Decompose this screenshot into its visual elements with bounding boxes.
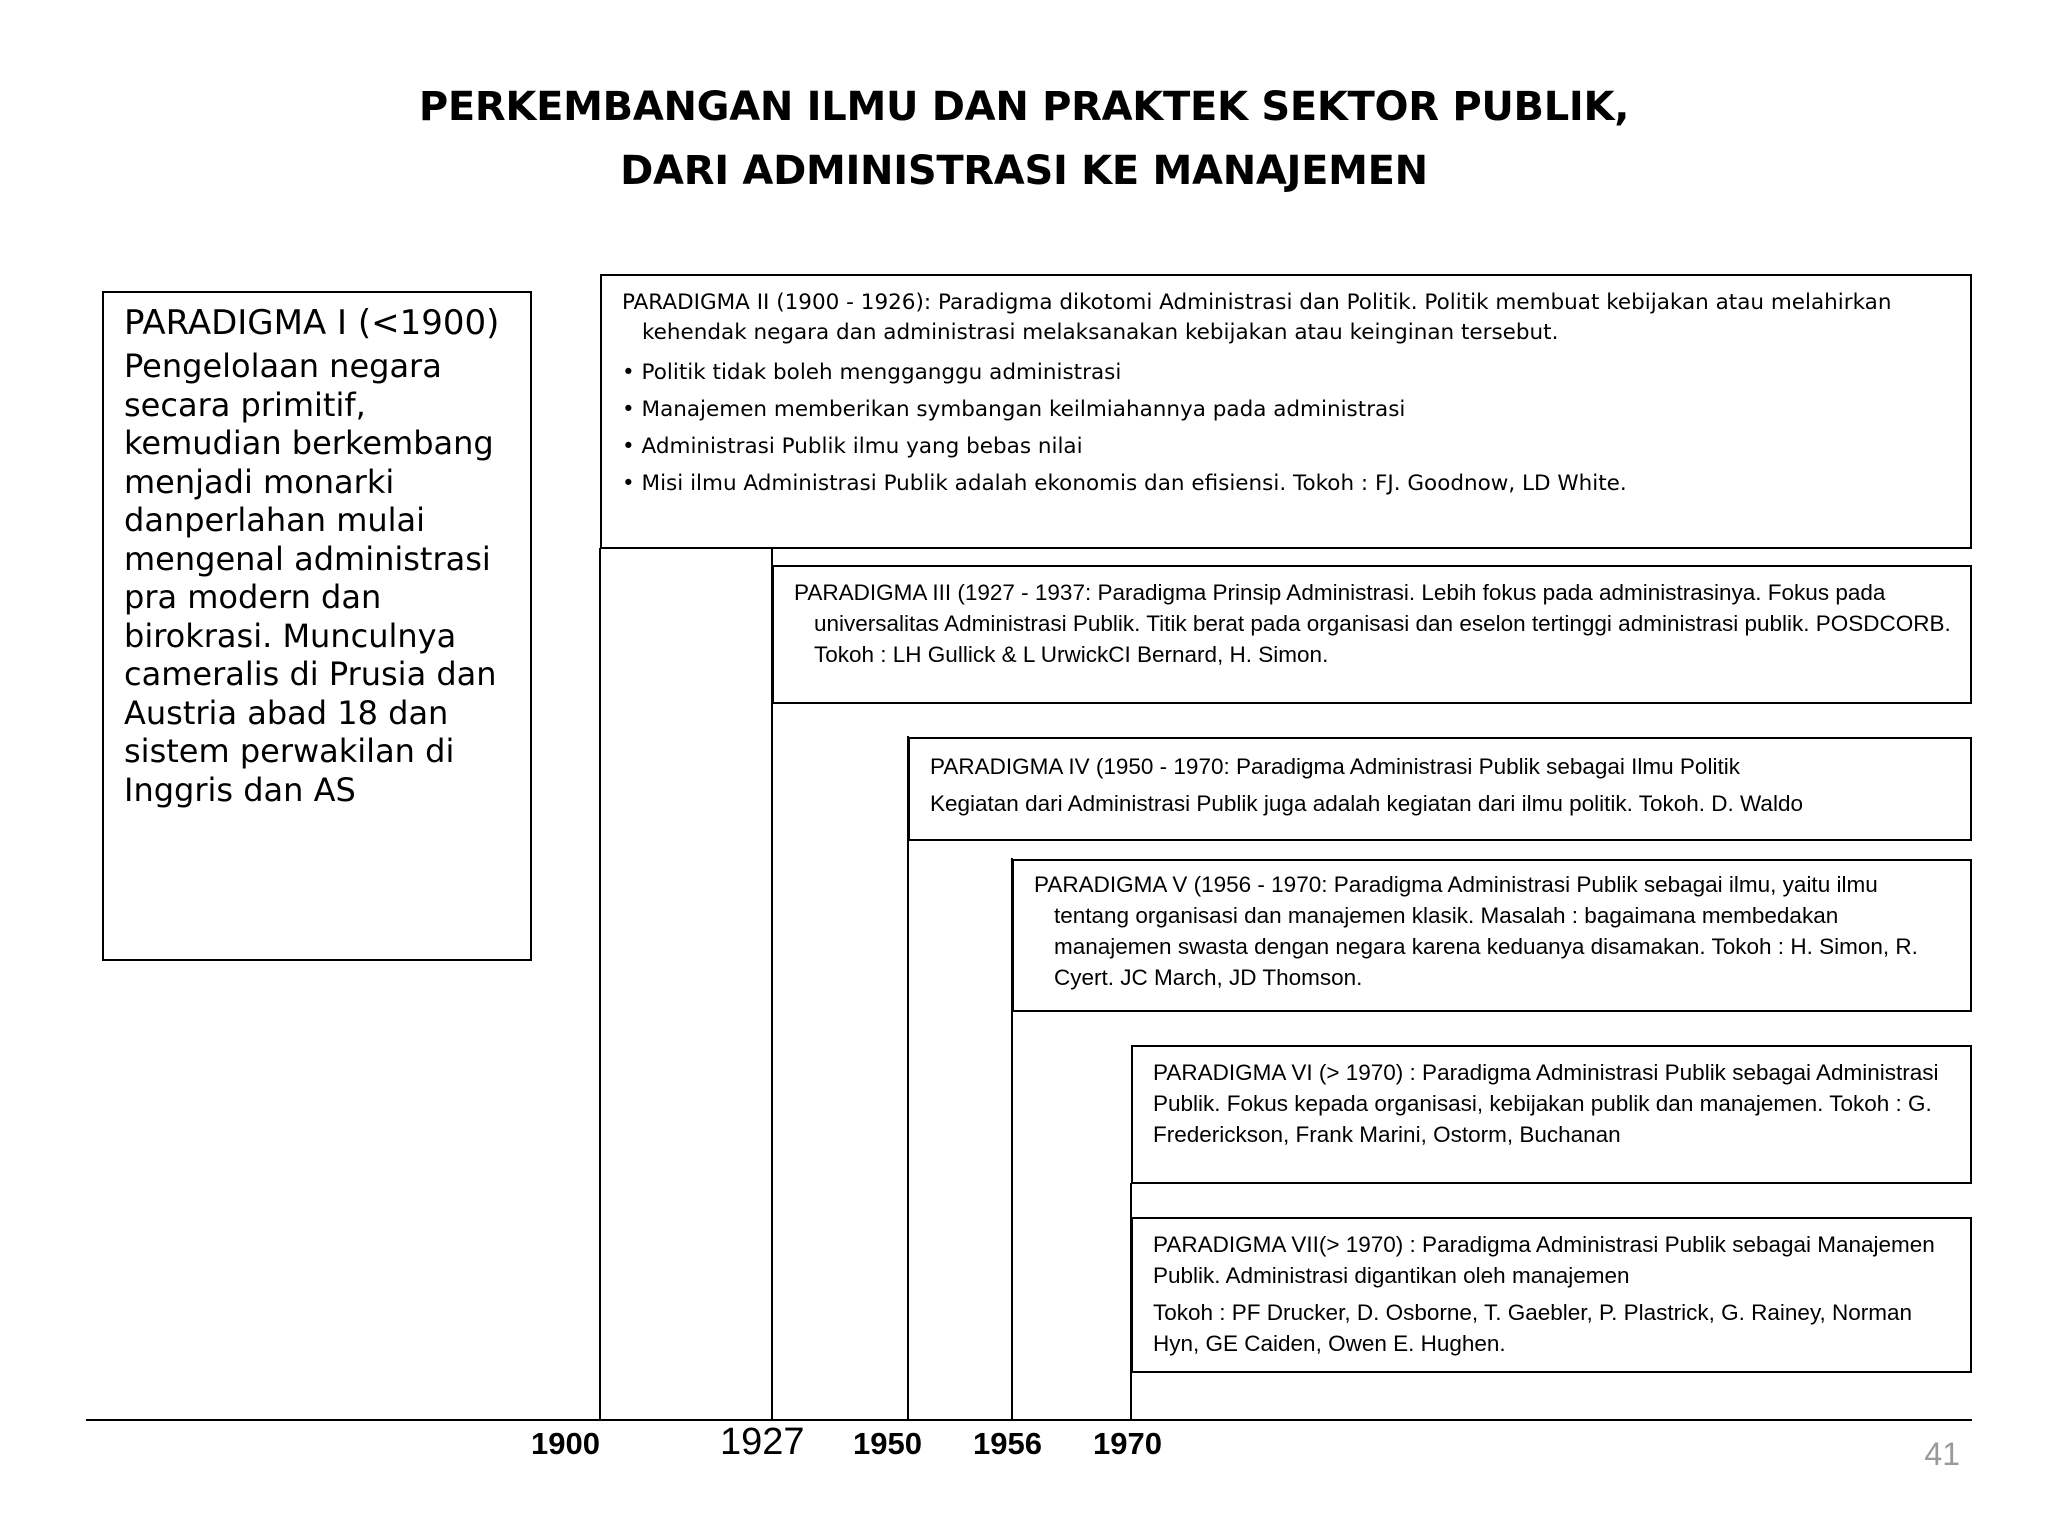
paradigm-2-bullet-text: Manajemen memberikan symbangan keilmiahannya pada administrasi bbox=[641, 397, 1406, 422]
paradigm-5-text: PARADIGMA V (1956 - 1970: Paradigma Administrasi Publik sebagai ilmu, yaitu ilmu tentang organisasi dan manajemen klasik. Masalah : bagaimana membedakan manajemen swasta dengan negara karena keduanya disamakan. Tokoh : H. Simon, R. Cyert. JC March, JD Thomson. bbox=[1034, 872, 1918, 990]
paradigm-1-box bbox=[102, 291, 532, 961]
paradigm-6-box bbox=[1131, 1045, 1972, 1184]
year-label-1956: 1956 bbox=[973, 1426, 1042, 1461]
paradigm-1-body: Pengelolaan negara secara primitif, kemudian berkembang menjadi monarki danperlahan mulai mengenal administrasi pra modern dan birokrasi. Munculnya cameralis di Prusia dan Austria abad 18 dan sistem perwakilan di Inggris dan AS bbox=[124, 347, 497, 809]
year-label-1950: 1950 bbox=[853, 1426, 922, 1461]
paradigm-2-bullet-text: Politik tidak boleh mengganggu administrasi bbox=[641, 360, 1122, 385]
paradigm-5-box bbox=[1012, 859, 1972, 1012]
slide-title bbox=[0, 75, 2048, 203]
paradigm-2-bullet-text: Misi ilmu Administrasi Publik adalah ekonomis dan efisiensi. Tokoh : FJ. Goodnow, LD White. bbox=[641, 471, 1627, 496]
page-number: 41 bbox=[1924, 1436, 1960, 1472]
paradigm-2-bullet: • Manajemen memberikan symbangan keilmiahannya pada administrasi bbox=[622, 397, 1406, 422]
year-label-1927: 1927 bbox=[720, 1421, 805, 1463]
paradigm-2-bullet-text: Administrasi Publik ilmu yang bebas nilai bbox=[641, 434, 1083, 459]
paradigm-3-text: PARADIGMA III (1927 - 1937: Paradigma Prinsip Administrasi. Lebih fokus pada administrasinya. Fokus pada universalitas Administrasi Publik. Titik berat pada organisasi dan eselon tertinggi administrasi publik. POSDCORB. Tokoh : LH Gullick & L UrwickCI Bernard, H. Simon. bbox=[794, 580, 1951, 667]
paradigm-2-bullet: • Politik tidak boleh mengganggu administrasi bbox=[622, 360, 1122, 385]
paradigm-2-heading: PARADIGMA II (1900 - 1926): Paradigma dikotomi Administrasi dan Politik. Politik membuat kebijakan atau melahirkan kehendak negara dan administrasi melaksanakan kebijakan atau keinginan tersebut. bbox=[622, 290, 1892, 345]
paradigm-6-text: PARADIGMA VI (> 1970) : Paradigma Administrasi Publik sebagai Administrasi Publik. Fokus kepada organisasi, kebijakan publik dan manajemen. Tokoh : G. Frederickson, Frank Marini, Ostorm, Buchanan bbox=[1153, 1060, 1939, 1147]
timeline-axis bbox=[86, 1419, 1972, 1421]
paradigm-2-bullet: • Administrasi Publik ilmu yang bebas nilai bbox=[622, 434, 1083, 459]
paradigm-7-box bbox=[1131, 1217, 1972, 1373]
paradigm-4-heading: PARADIGMA IV (1950 - 1970: Paradigma Administrasi Publik sebagai Ilmu Politik bbox=[930, 754, 1740, 779]
year-label-1970: 1970 bbox=[1093, 1426, 1162, 1461]
paradigm-7-heading: PARADIGMA VII(> 1970) : Paradigma Administrasi Publik sebagai Manajemen Publik. Administrasi digantikan oleh manajemen bbox=[1153, 1232, 1935, 1288]
paradigm-3-box bbox=[772, 565, 1972, 704]
paradigm-1-heading: PARADIGMA I (<1900) bbox=[124, 303, 500, 343]
paradigm-2-box bbox=[600, 274, 1972, 549]
title-line-2: DARI ADMINISTRASI KE MANAJEMEN bbox=[620, 148, 1428, 194]
paradigm-4-box bbox=[908, 737, 1972, 841]
paradigm-4-body: Kegiatan dari Administrasi Publik juga adalah kegiatan dari ilmu politik. Tokoh. D. Waldo bbox=[930, 791, 1803, 816]
title-line-1: PERKEMBANGAN ILMU DAN PRAKTEK SEKTOR PUBLIK, bbox=[418, 84, 1630, 130]
timeline-connector-1900 bbox=[599, 548, 601, 1420]
year-label-1900: 1900 bbox=[531, 1426, 600, 1461]
paradigm-7-tokoh: Tokoh : PF Drucker, D. Osborne, T. Gaebler, P. Plastrick, G. Rainey, Norman Hyn, GE Caiden, Owen E. Hughen. bbox=[1153, 1300, 1913, 1356]
paradigm-2-bullet: • Misi ilmu Administrasi Publik adalah ekonomis dan efisiensi. Tokoh : FJ. Goodnow, LD White. bbox=[622, 471, 1627, 496]
